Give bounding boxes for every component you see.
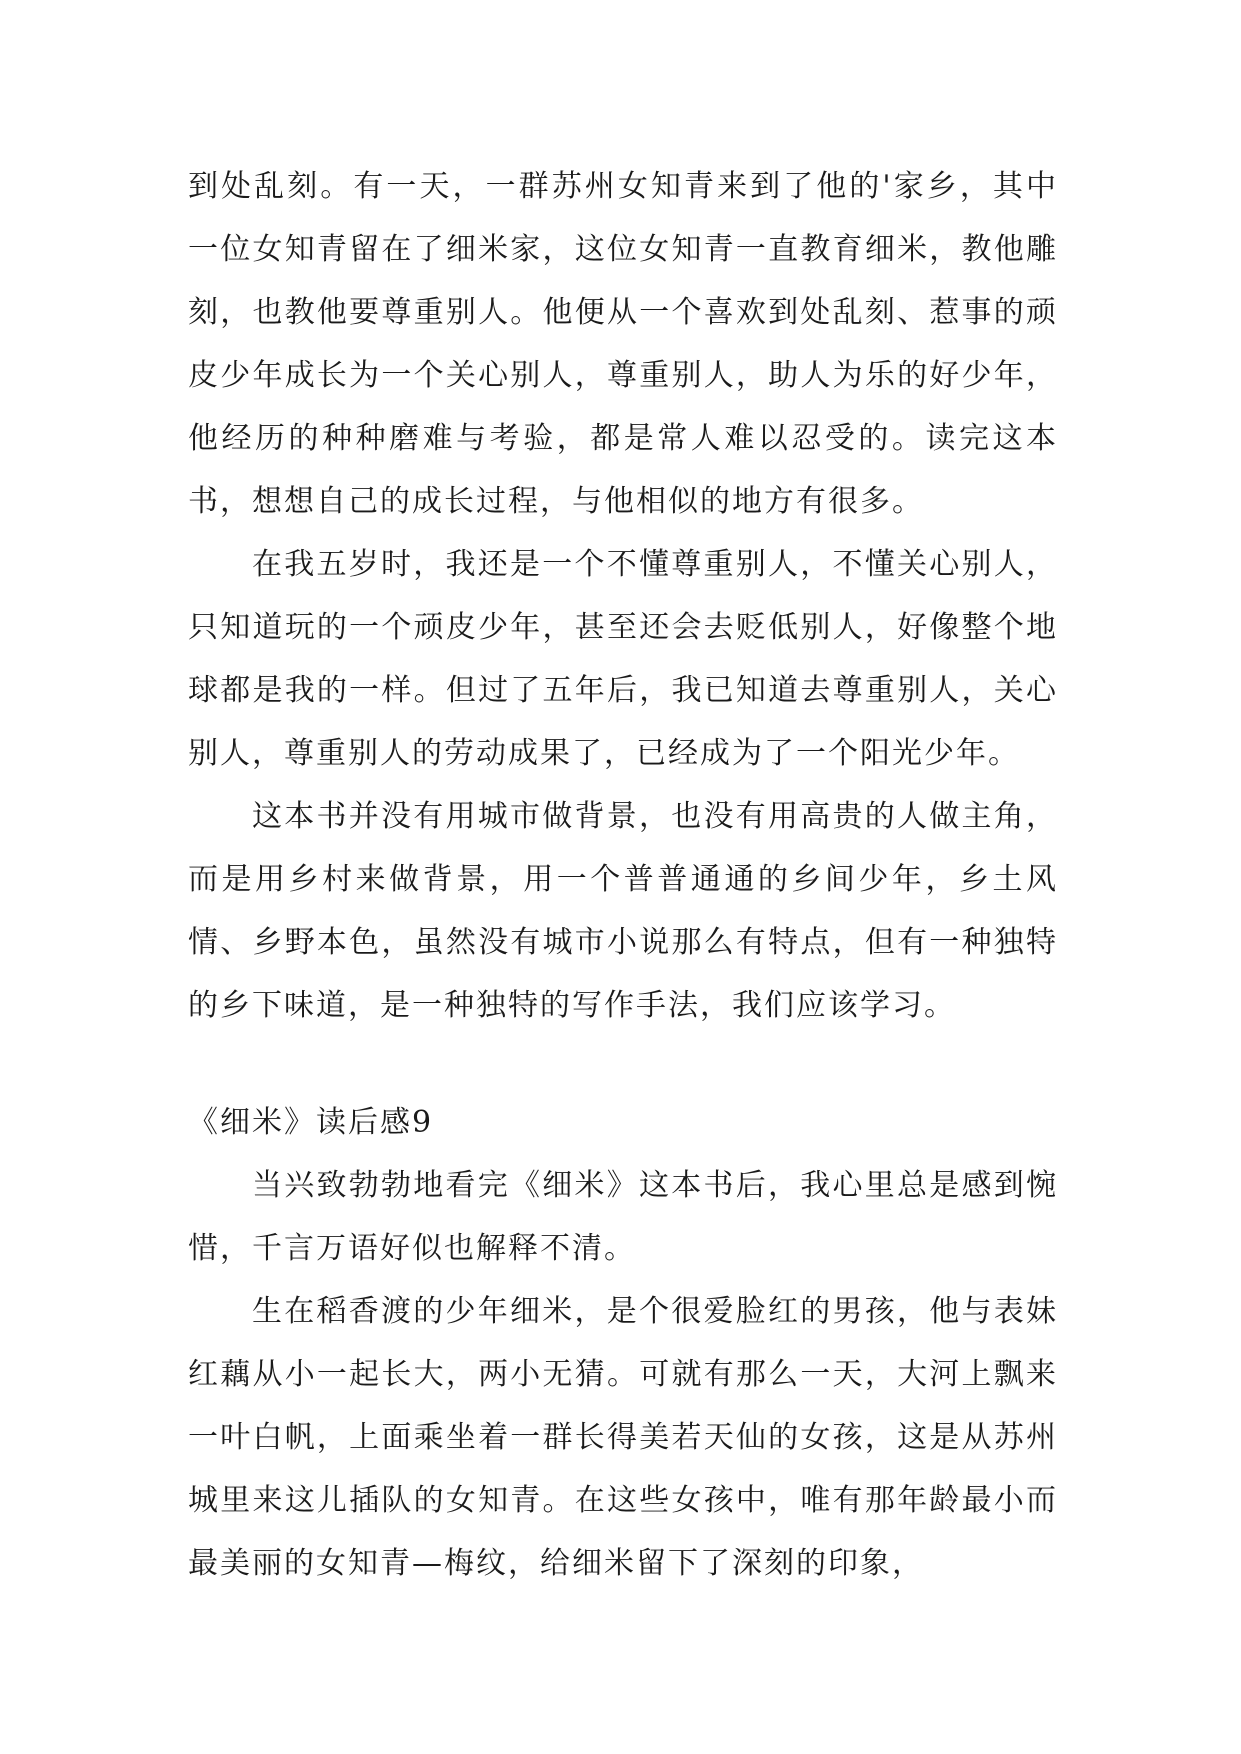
- paragraph-continued: 到处乱刻。有一天，一群苏州女知青来到了他的'家乡，其中一位女知青留在了细米家，这位女知青一直教育细米，教他雕刻，也教他要尊重别人。他便从一个喜欢到处乱刻、惹事的顽皮少年成长为一个关心别人，尊重别人，助人为乐的好少年，他经历的种种磨难与考验，都是常人难以忍受的。读完这本书，想想自己的成长过程，与他相似的地方有很多。: [188, 169, 1058, 519]
- paragraph: 当兴致勃勃地看完《细米》这本书后，我心里总是感到惋惜，千言万语好似也解释不清。: [188, 1168, 1058, 1266]
- paragraph: 生在稻香渡的少年细米，是个很爱脸红的男孩，他与表妹红藕从小一起长大，两小无猜。可就有那么一天，大河上飘来一叶白帆，上面乘坐着一群长得美若天仙的女孩，这是从苏州城里来这儿插队的女知青。在这些女孩中，唯有那年龄最小而最美丽的女知青—梅纹，给细米留下了深刻的印象，: [188, 1294, 1058, 1581]
- section-heading: 《细米》读后感9: [188, 1105, 434, 1140]
- document-body: [188, 155, 1058, 1595]
- paragraph: 在我五岁时，我还是一个不懂尊重别人，不懂关心别人，只知道玩的一个顽皮少年，甚至还会去贬低别人，好像整个地球都是我的一样。但过了五年后，我已知道去尊重别人，关心别人，尊重别人的劳动成果了，已经成为了一个阳光少年。: [188, 547, 1058, 771]
- paragraph: 这本书并没有用城市做背景，也没有用高贵的人做主角，而是用乡村来做背景，用一个普普通通的乡间少年，乡土风情、乡野本色，虽然没有城市小说那么有特点，但有一种独特的乡下味道，是一种独特的写作手法，我们应该学习。: [188, 799, 1058, 1023]
